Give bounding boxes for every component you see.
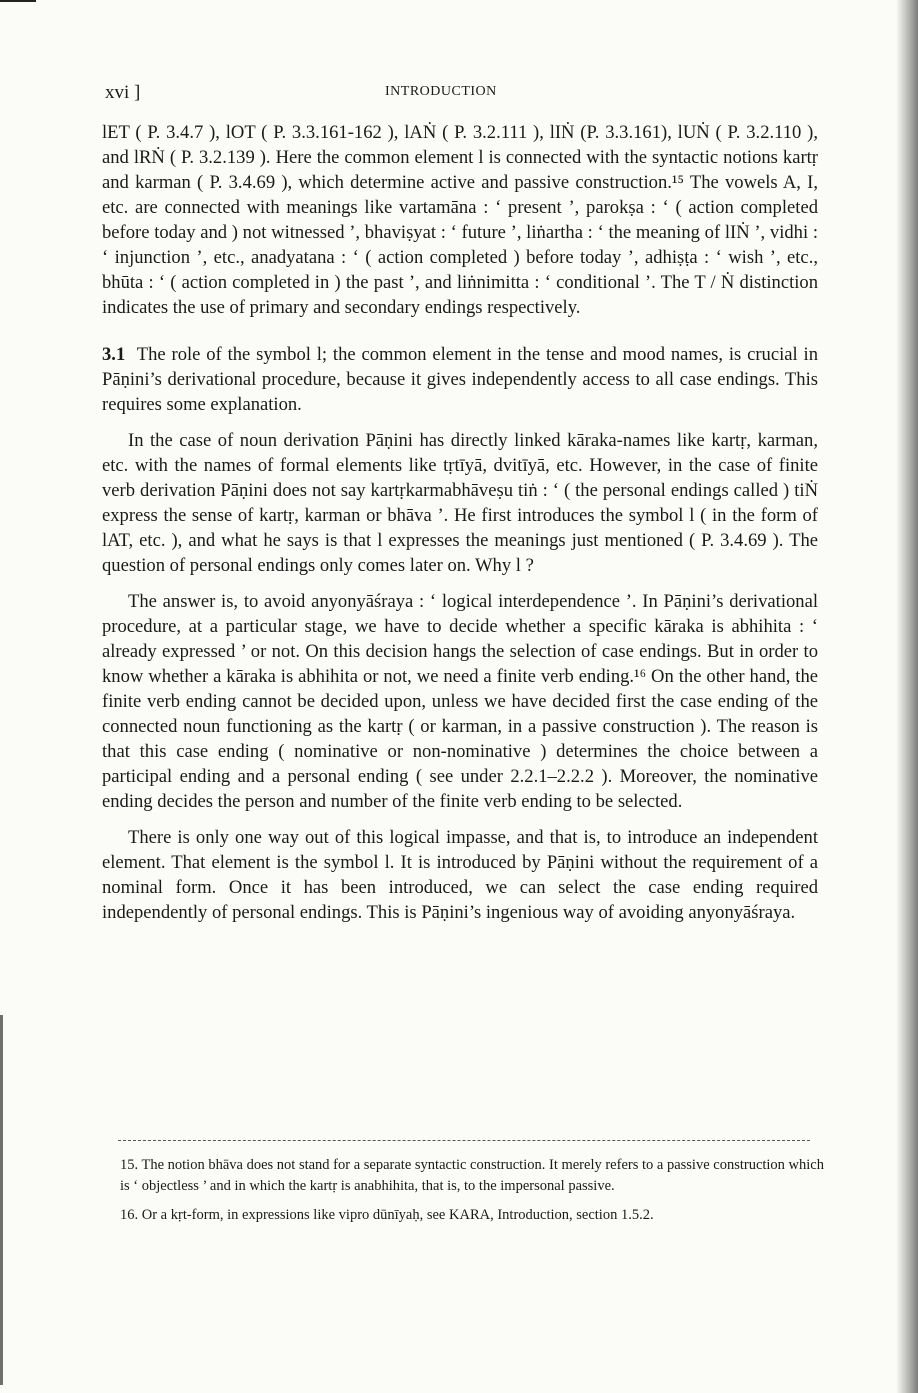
page-header [105, 82, 825, 106]
section-3-1-text: The role of the symbol l; the common element in the tense and mood names, is crucial in Pāṇini’s derivational procedure, because it gives independently access to all case endings. This requires some explanation. [102, 344, 818, 415]
scan-edge-top-left [0, 0, 36, 2]
section-number: 3.1 [102, 344, 126, 365]
running-title: INTRODUCTION [385, 84, 497, 99]
scan-edge-left [0, 1015, 3, 1385]
section-3-1-paragraph [102, 342, 818, 417]
paragraph-logical-impasse: There is only one way out of this logical impasse, and that is, to introduce an independent element. That element is the symbol l. It is introduced by Pāṇini without the requirement of a nominal form. Once it has been introduced, we can select the case ending required independently of personal endings. This is Pāṇini’s ingenious way of avoiding anyonyāśraya. [102, 827, 818, 923]
footnote-15: 15. The notion bhāva does not stand for a separate syntactic construction. It merely refers to a passive construction which is ‘ objectless ’ and in which the kartṛ is anabhihita, that is, to the impersonal passive. [120, 1157, 824, 1194]
page-number: xvi ] [105, 82, 141, 103]
body-text [102, 120, 818, 925]
scan-edge-right [896, 0, 918, 1393]
footnote-16: 16. Or a kṛt-form, in expressions like vipro dūnīyaḥ, see KARA, Introduction, section 1.5.2. [120, 1207, 654, 1223]
footnote-rule [118, 1140, 810, 1141]
footnotes [120, 1155, 824, 1234]
paragraph-continuation: lET ( P. 3.4.7 ), lOT ( P. 3.3.161-162 ), lAṄ ( P. 3.2.111 ), lIṄ (P. 3.3.161), lUṄ ( P. 3.2.110 ), and lRṄ ( P. 3.2.139 ). Here the common element l is connected with the syntactic notions kartṛ and karman ( P. 3.4.69 ), which determine active and passive construction.¹⁵ The vowels A, I, etc. are connected with meanings like vartamāna : ‘ present ’, parokṣa : ‘ ( action completed before today and ) not witnessed ’, bhaviṣyat : ‘ future ’, liṅartha : ‘ the meaning of lIṄ ’, vidhi : ‘ injunction ’, etc., anadyatana : ‘ ( action completed ) before today ’, adhiṣṭa : ‘ wish ’, etc., bhūta : ‘ ( action completed in ) the past ’, and liṅnimitta : ‘ conditional ’. The T / Ṅ distinction indicates the use of primary and secondary endings respectively. [102, 122, 818, 318]
paragraph-anyonyasraya: The answer is, to avoid anyonyāśraya : ‘ logical interdependence ’. In Pāṇini’s derivational procedure, at a particular stage, we have to decide whether a specific kāraka is abhihita : ‘ already expressed ’ or not. On this decision hangs the selection of case endings. But in order to know whether a kāraka is abhihita or not, we need a finite verb ending.¹⁶ On the other hand, the finite verb ending cannot be decided upon, unless we have decided first the case ending of the connected noun functioning as the kartṛ ( or karman, in a passive construction ). The reason is that this case ending ( nominative or non-nominative ) determines the choice between a participal ending and a personal ending ( see under 2.2.1–2.2.2 ). Moreover, the nominative ending decides the person and number of the finite verb ending to be selected. [102, 591, 818, 812]
paragraph-noun-derivation: In the case of noun derivation Pāṇini has directly linked kāraka-names like kartṛ, karman, etc. with the names of formal elements like tṛtīyā, dvitīyā, etc. However, in the case of finite verb derivation Pāṇini does not say kartṛkarmabhāveṣu tiṅ : ‘ ( the personal endings called ) tiṄ express the sense of kartṛ, karman or bhāva ’. He first introduces the symbol l ( in the form of lAT, etc. ), and what he says is that l expresses the meanings just mentioned ( P. 3.4.69 ). The question of personal endings only comes later on. Why l ? [102, 430, 818, 576]
